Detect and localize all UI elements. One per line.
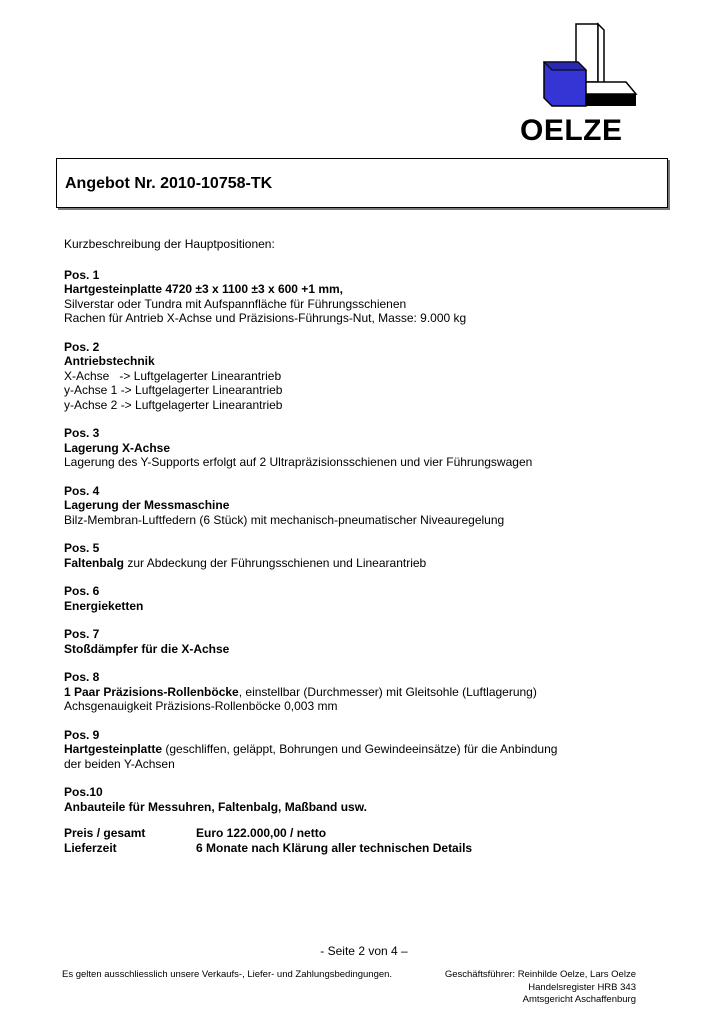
offer-title-box: [56, 158, 668, 208]
position-heading: Pos. 6: [64, 584, 100, 598]
intro-text: Kurzbeschreibung der Hauptpositionen:: [64, 237, 275, 251]
position-line: Bilz-Membran-Luftfedern (6 Stück) mit mechanisch-pneumatischer Niveauregelung: [64, 512, 505, 527]
footer-managers: Geschäftsführer: Reinhilde Oelze, Lars Oelze: [444, 969, 636, 980]
price-row: [64, 826, 472, 841]
logo-blue-block-edge: [544, 62, 586, 70]
position-line: y-Achse 2 -> Luftgelagerter Linearantrieb: [64, 397, 283, 412]
footer-company-info: [445, 969, 636, 1007]
position-line: Energieketten: [64, 598, 144, 613]
position-line: Hartgesteinplatte 4720 ±3 x 1100 ±3 x 600 +1 mm,: [64, 282, 343, 296]
position-9: [64, 728, 664, 772]
position-line: Hartgesteinplatte (geschliffen, geläppt, Bohrungen und Gewindeeinsätze) für die Anbindung: [64, 742, 558, 756]
position-8: [64, 670, 664, 714]
position-line: Lagerung des Y-Supports erfolgt auf 2 Ultrapräzisionsschienen und vier Führungswagen: [64, 455, 533, 469]
positions-section: [64, 237, 664, 828]
position-line: y-Achse 1 -> Luftgelagerter Linearantrieb: [64, 383, 283, 397]
position-heading: Pos. 4: [64, 483, 100, 498]
price-label: Preis / gesamt: [64, 826, 146, 840]
position-line: X-Achse -> Luftgelagerter Linearantrieb: [64, 368, 282, 383]
position-line: Achsgenauigkeit Präzisions-Rollenböcke 0,003 mm: [64, 699, 338, 713]
position-heading: Pos. 5: [64, 541, 100, 555]
price-section: [64, 826, 472, 855]
position-heading: Pos. 2: [64, 339, 100, 354]
position-line: Lagerung X-Achse: [64, 440, 171, 455]
position-line: 1 Paar Präzisions-Rollenböcke, einstellbar (Durchmesser) mit Gleitsohle (Luftlagerung): [64, 684, 537, 699]
company-logo: [538, 20, 638, 112]
position-line: Rachen für Antrieb X-Achse und Präzisions-Führungs-Nut, Masse: 9.000 kg: [64, 311, 467, 325]
logo-back-panel-side: [598, 24, 604, 88]
position-line: Anbauteile für Messuhren, Faltenbalg, Maßband usw.: [64, 799, 367, 814]
position-line: der beiden Y-Achsen: [64, 756, 175, 771]
offer-title: Angebot Nr. 2010-10758-TK: [65, 175, 273, 192]
delivery-value: 6 Monate nach Klärung aller technischen Details: [196, 840, 473, 855]
position-heading: Pos. 8: [64, 670, 100, 684]
position-10: [64, 785, 664, 814]
position-3: [64, 426, 664, 470]
brand-name: OELZE: [520, 114, 623, 147]
position-line: Stoßdämpfer für die X-Achse: [64, 641, 230, 656]
position-5: [64, 541, 664, 570]
position-heading: Pos. 1: [64, 267, 100, 282]
position-line: Antriebstechnik: [64, 354, 155, 368]
footer-court: Amtsgericht Aschaffenburg: [522, 994, 636, 1005]
position-line: Lagerung der Messmaschine: [64, 498, 230, 512]
position-1: [64, 268, 664, 326]
position-7: [64, 627, 664, 656]
delivery-label: Lieferzeit: [64, 840, 117, 855]
position-2: [64, 340, 664, 413]
delivery-row: [64, 841, 472, 856]
position-heading: Pos. 3: [64, 426, 100, 440]
logo-base-front: [586, 94, 636, 106]
price-value: Euro 122.000,00 / netto: [196, 826, 327, 840]
position-heading: Pos. 9: [64, 727, 100, 742]
position-heading: Pos. 7: [64, 627, 100, 641]
footer-register: Handelsregister HRB 343: [528, 981, 636, 993]
position-line: Silverstar oder Tundra mit Aufspannfläche für Führungsschienen: [64, 296, 407, 311]
page-number: - Seite 2 von 4 –: [320, 944, 408, 958]
footer-terms: Es gelten ausschliesslich unsere Verkaufs-, Liefer- und Zahlungsbedingungen.: [62, 969, 393, 980]
position-line: Faltenbalg zur Abdeckung der Führungsschienen und Linearantrieb: [64, 555, 427, 570]
position-heading: Pos.10: [64, 785, 103, 799]
position-6: [64, 584, 664, 613]
position-4: [64, 484, 664, 528]
